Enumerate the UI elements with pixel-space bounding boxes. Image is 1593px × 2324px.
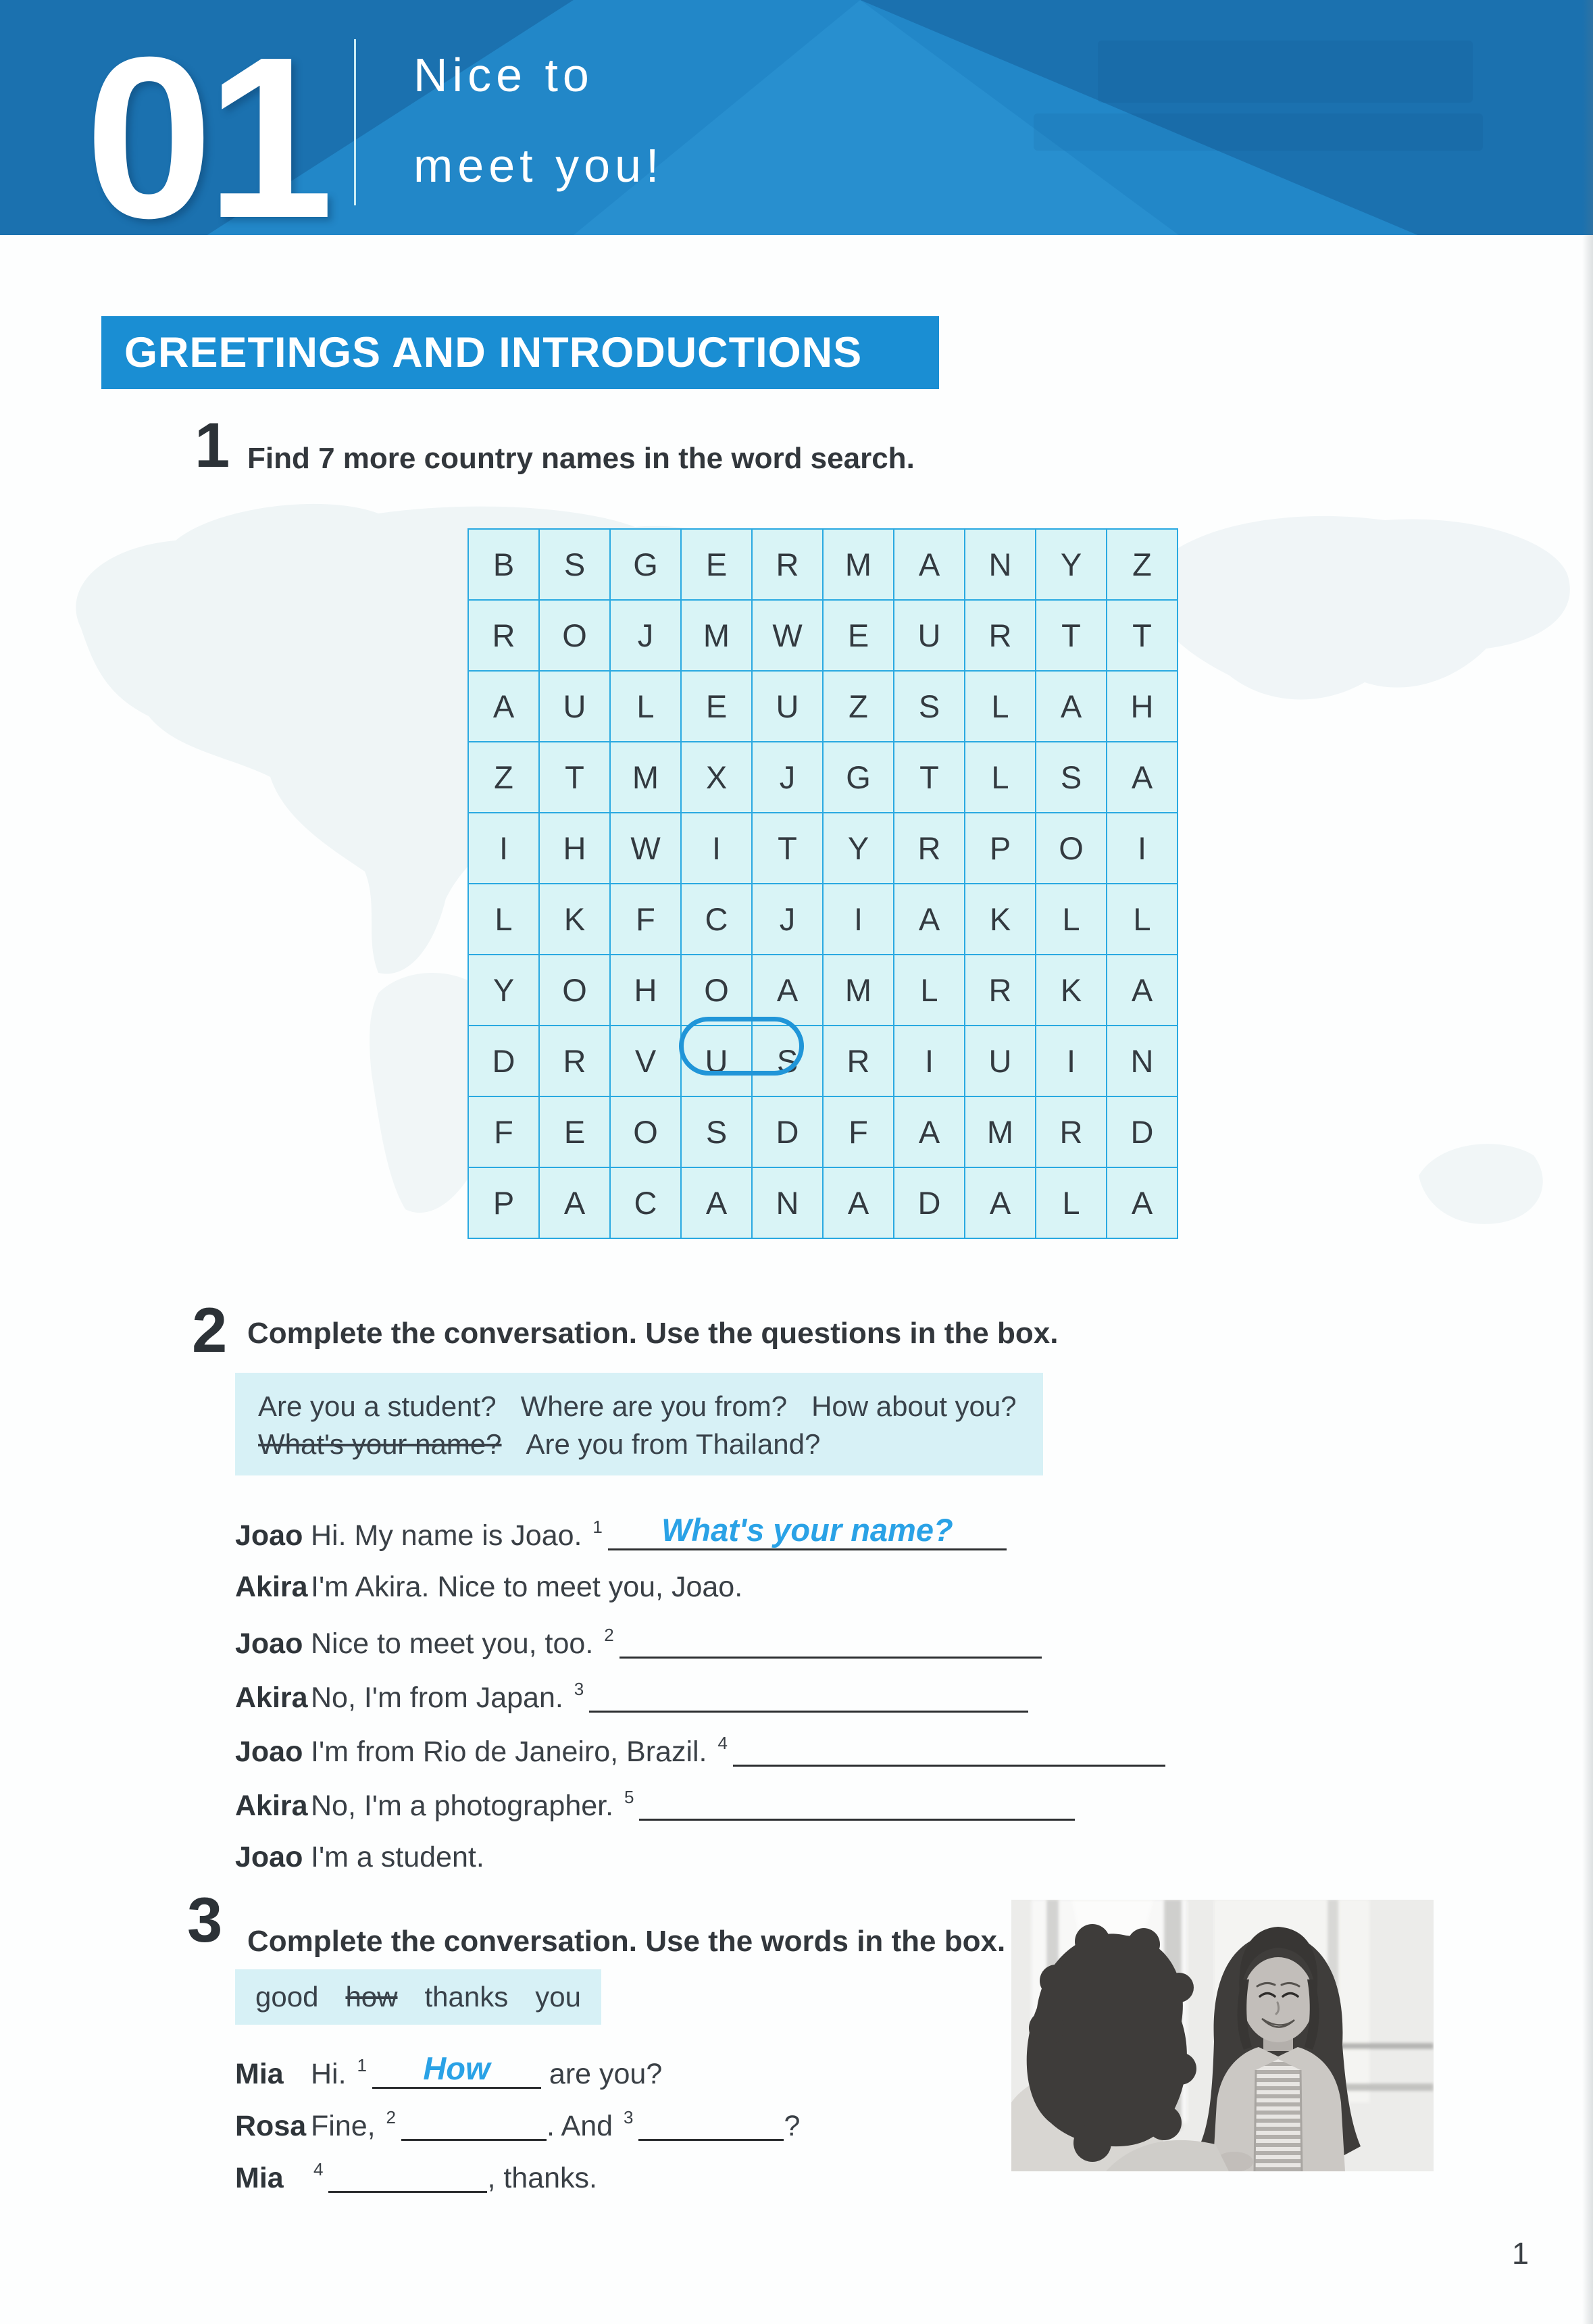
page-number: 1	[1512, 2236, 1529, 2271]
grid-cell: K	[539, 884, 610, 955]
grid-cell: E	[681, 529, 752, 600]
grid-cell: A	[894, 884, 965, 955]
grid-cell: U	[965, 1026, 1036, 1096]
dialogue-text: $^4$ , thanks.	[313, 2159, 597, 2194]
answer-blank	[638, 2109, 784, 2141]
grid-cell: A	[468, 671, 539, 742]
grid-cell: L	[1036, 1167, 1107, 1238]
grid-cell: A	[681, 1167, 752, 1238]
grid-cell: I	[1036, 1026, 1107, 1096]
grid-cell: H	[1107, 671, 1178, 742]
word-box-row	[258, 1388, 1020, 1425]
grid-cell: A	[1107, 742, 1178, 813]
speaker-name: Joao	[235, 1627, 303, 1660]
grid-cell: T	[539, 742, 610, 813]
grid-cell: M	[823, 529, 894, 600]
section-banner: GREETINGS AND INTRODUCTIONS	[101, 316, 939, 389]
unit-header	[0, 0, 1593, 235]
grid-cell: F	[468, 1096, 539, 1167]
grid-cell: I	[823, 884, 894, 955]
grid-cell: N	[1107, 1026, 1178, 1096]
speaker-name: Joao	[235, 1736, 303, 1768]
grid-cell: M	[965, 1096, 1036, 1167]
speaker-name: Mia	[235, 2058, 284, 2090]
grid-cell: I	[894, 1026, 965, 1096]
grid-cell: M	[610, 742, 681, 813]
dialogue-text: Hi. $^1$ How are you?	[311, 2050, 663, 2090]
grid-cell: I	[468, 813, 539, 884]
blank-number: 1	[592, 1517, 603, 1537]
grid-cell: K	[1036, 955, 1107, 1026]
grid-cell: N	[752, 1167, 823, 1238]
dialogue-text: No, I'm from Japan. $^3$	[311, 1679, 1028, 1715]
grid-cell: P	[965, 813, 1036, 884]
blank-number: 4	[717, 1733, 728, 1753]
grid-cell: R	[894, 813, 965, 884]
circled-example-word	[679, 1017, 804, 1076]
answer-blank	[589, 1681, 1028, 1713]
dialogue-text: I'm from Rio de Janeiro, Brazil. $^4$	[311, 1733, 1165, 1769]
grid-cell: A	[539, 1167, 610, 1238]
dialogue-row	[235, 1679, 1384, 1733]
exercise-number: 3	[187, 1884, 223, 1955]
word-box-item: good	[255, 1981, 319, 2013]
grid-cell: J	[752, 742, 823, 813]
answer-blank	[733, 1735, 1165, 1767]
dialogue-row	[235, 1733, 1384, 1787]
grid-cell: P	[468, 1167, 539, 1238]
grid-cell: O	[681, 955, 752, 1026]
grid-cell: I	[681, 813, 752, 884]
grid-cell: U	[894, 600, 965, 671]
speaker-name: Akira	[235, 1682, 308, 1714]
grid-cell: X	[681, 742, 752, 813]
answer-blank	[372, 2050, 541, 2089]
grid-cell: I	[1107, 813, 1178, 884]
grid-cell: V	[610, 1026, 681, 1096]
grid-cell: D	[894, 1167, 965, 1238]
grid-cell: R	[468, 600, 539, 671]
grid-cell: J	[610, 600, 681, 671]
unit-number: 01	[85, 9, 328, 235]
exercise-instruction: Find 7 more country names in the word search.	[247, 442, 915, 475]
grid-cell: M	[823, 955, 894, 1026]
grid-cell: O	[610, 1096, 681, 1167]
grid-cell: A	[894, 529, 965, 600]
grid-cell: R	[823, 1026, 894, 1096]
grid-cell: C	[681, 884, 752, 955]
word-box-item: What's your name?	[258, 1428, 502, 1460]
speaker-name: Mia	[235, 2162, 284, 2194]
dialogue-row	[235, 1571, 1384, 1625]
speaker-name: Joao	[235, 1519, 303, 1552]
grid-cell: Z	[1107, 529, 1178, 600]
grid-cell: L	[468, 884, 539, 955]
grid-cell: N	[965, 529, 1036, 600]
header-ghost-print	[1034, 113, 1483, 151]
grid-cell: L	[1107, 884, 1178, 955]
answer-blank	[620, 1627, 1042, 1659]
grid-cell: A	[1107, 1167, 1178, 1238]
grid-cell: D	[752, 1096, 823, 1167]
grid-cell: S	[539, 529, 610, 600]
blank-number: 1	[357, 2055, 367, 2075]
exercise-instruction: Complete the conversation. Use the words in the box.	[247, 1925, 1006, 1958]
grid-cell: Y	[823, 813, 894, 884]
dialogue-row	[235, 1841, 1384, 1895]
speaker-name: Akira	[235, 1790, 308, 1822]
word-box-item: thanks	[424, 1981, 509, 2013]
grid-row	[468, 1026, 1178, 1096]
grid-cell: Y	[1036, 529, 1107, 600]
dialogue-text: Hi. My name is Joao. $^1$ What's your name?	[311, 1517, 1007, 1552]
grid-cell: E	[823, 600, 894, 671]
grid-row	[468, 742, 1178, 813]
dialogue-text: No, I'm a photographer. $^5$	[311, 1787, 1075, 1823]
conversation	[235, 1512, 1384, 1895]
grid-cell: R	[752, 529, 823, 600]
grid-cell: O	[539, 955, 610, 1026]
grid-cell: W	[610, 813, 681, 884]
grid-cell: T	[1107, 600, 1178, 671]
dialogue-row	[235, 1625, 1384, 1679]
grid-cell: L	[894, 955, 965, 1026]
word-box-row	[258, 1425, 1020, 1463]
grid-row	[468, 529, 1178, 600]
grid-row	[468, 813, 1178, 884]
grid-cell: H	[539, 813, 610, 884]
speaker-name: Akira	[235, 1571, 308, 1603]
dialogue-text: I'm a student.	[311, 1841, 484, 1873]
word-box-item: Are you a student?	[258, 1390, 497, 1422]
header-ghost-print	[1098, 41, 1473, 103]
grid-row	[468, 955, 1178, 1026]
dialogue-row	[235, 1512, 1384, 1571]
word-box-row	[255, 1981, 581, 2013]
grid-cell: T	[1036, 600, 1107, 671]
grid-cell: D	[468, 1026, 539, 1096]
question-word-box	[235, 1969, 601, 2025]
grid-cell: S	[894, 671, 965, 742]
exercise-instruction: Complete the conversation. Use the questions in the box.	[247, 1317, 1059, 1350]
grid-cell: H	[610, 955, 681, 1026]
blank-number: 2	[604, 1625, 614, 1645]
grid-cell: L	[610, 671, 681, 742]
grid-cell: F	[610, 884, 681, 955]
grid-cell: T	[894, 742, 965, 813]
grid-cell: F	[823, 1096, 894, 1167]
grid-cell: L	[965, 671, 1036, 742]
grid-row	[468, 600, 1178, 671]
grid-cell: G	[610, 529, 681, 600]
grid-cell: Z	[823, 671, 894, 742]
speaker-name: Rosa	[235, 2110, 307, 2142]
grid-row	[468, 884, 1178, 955]
question-word-box	[235, 1373, 1043, 1475]
grid-cell: G	[823, 742, 894, 813]
answer-blank	[328, 2161, 487, 2193]
handwritten-answer: What's your name?	[661, 1512, 953, 1548]
grid-cell: W	[752, 600, 823, 671]
blank-number: 3	[574, 1679, 584, 1699]
grid-cell: A	[894, 1096, 965, 1167]
header-divider	[354, 39, 356, 205]
grid-cell: M	[681, 600, 752, 671]
grid-cell: E	[539, 1096, 610, 1167]
word-box-item: how	[345, 1981, 398, 2013]
grid-cell: A	[965, 1167, 1036, 1238]
grid-cell: R	[965, 600, 1036, 671]
grid-cell: S	[752, 1026, 823, 1096]
grid-cell: U	[752, 671, 823, 742]
dialogue-text: Fine, $^2$ . And $^3$ ?	[311, 2107, 801, 2142]
dialogue-row	[235, 1787, 1384, 1841]
grid-cell: R	[965, 955, 1036, 1026]
blank-number: 2	[386, 2107, 397, 2127]
grid-cell: O	[1036, 813, 1107, 884]
word-search-grid	[467, 528, 1178, 1239]
unit-title-line2: meet you!	[413, 139, 664, 192]
grid-cell: L	[965, 742, 1036, 813]
grid-cell: U	[681, 1026, 752, 1096]
dialogue-text: I'm Akira. Nice to meet you, Joao.	[311, 1571, 743, 1603]
grid-cell: A	[823, 1167, 894, 1238]
exercise-number: 1	[195, 409, 230, 480]
grid-cell: B	[468, 529, 539, 600]
grid-cell: T	[752, 813, 823, 884]
grid-cell: U	[539, 671, 610, 742]
grid-cell: L	[1036, 884, 1107, 955]
grid-cell: A	[1107, 955, 1178, 1026]
answer-blank	[639, 1789, 1075, 1821]
word-box-item: Where are you from?	[520, 1390, 788, 1422]
grid-cell: A	[752, 955, 823, 1026]
grid-cell: A	[1036, 671, 1107, 742]
grid-cell: Y	[468, 955, 539, 1026]
speaker-name: Joao	[235, 1841, 303, 1873]
handwritten-answer: How	[423, 2050, 490, 2086]
grid-cell: R	[1036, 1096, 1107, 1167]
exercise-number: 2	[192, 1294, 228, 1365]
blank-number: 4	[313, 2159, 324, 2179]
unit-title-line1: Nice to	[413, 49, 594, 101]
blank-number: 3	[624, 2107, 634, 2127]
unit-title	[413, 30, 663, 211]
grid-cell: S	[1036, 742, 1107, 813]
grid-row	[468, 671, 1178, 742]
word-box-item: Are you from Thailand?	[526, 1428, 821, 1460]
photo-two-women-talking	[1011, 1900, 1434, 2171]
grid-row	[468, 1096, 1178, 1167]
grid-cell: S	[681, 1096, 752, 1167]
word-box-item: How about you?	[811, 1390, 1017, 1422]
word-box-item: you	[535, 1981, 581, 2013]
grid-cell: C	[610, 1167, 681, 1238]
answer-blank	[401, 2109, 547, 2141]
grid-cell: K	[965, 884, 1036, 955]
grid-row	[468, 1167, 1178, 1238]
blank-number: 5	[624, 1787, 634, 1807]
grid-cell: R	[539, 1026, 610, 1096]
grid-cell: D	[1107, 1096, 1178, 1167]
grid-cell: J	[752, 884, 823, 955]
grid-cell: E	[681, 671, 752, 742]
grid-cell: O	[539, 600, 610, 671]
dialogue-text: Nice to meet you, too. $^2$	[311, 1625, 1042, 1661]
grid-cell: Z	[468, 742, 539, 813]
